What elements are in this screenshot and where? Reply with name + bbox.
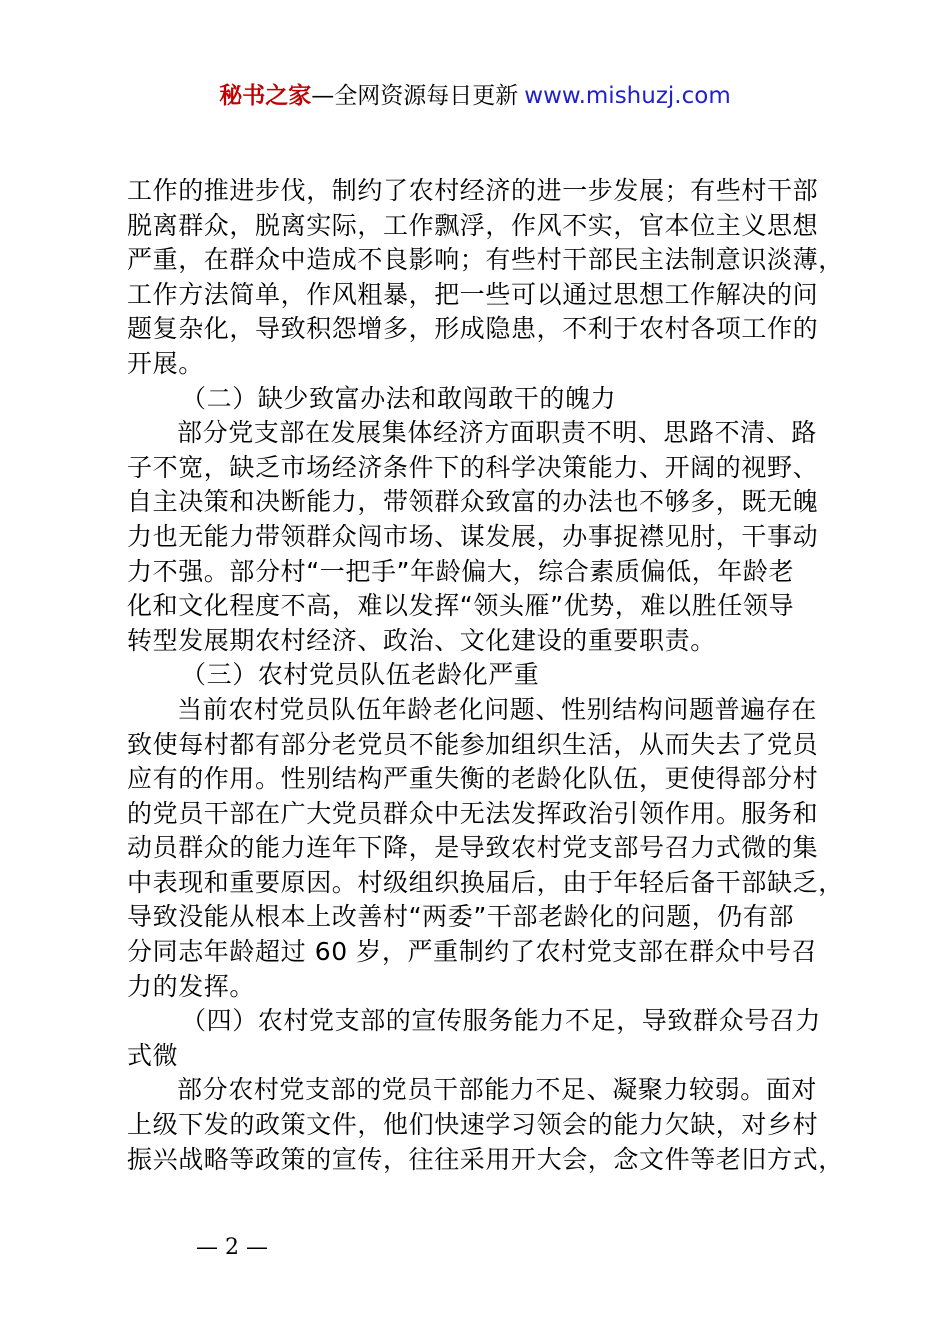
paragraph-line: 振兴战略等政策的宣传，往往采用开大会，念文件等老旧方式，: [127, 1144, 844, 1174]
paragraph-line: 化和文化程度不高，难以发挥“领头雁”优势，难以胜任领导: [127, 591, 795, 621]
paragraph-line: 严重，在群众中造成不良影响；有些村干部民主法制意识淡薄，: [127, 245, 844, 275]
paragraph-line: 上级下发的政策文件，他们快速学习领会的能力欠缺，对乡村: [127, 1110, 819, 1140]
paragraph-line: 动员群众的能力连年下降，是导致农村党支部号召力式微的集: [127, 833, 819, 863]
paragraph-line: 应有的作用。性别结构严重失衡的老龄化队伍，更使得部分村: [127, 764, 819, 794]
paragraph-line: 力也无能力带领群众闯市场、谋发展，办事捉襟见肘，干事动: [127, 521, 819, 551]
paragraph-line: 部分党支部在发展集体经济方面职责不明、思路不清、路: [177, 418, 818, 448]
paragraph-line: 转型发展期农村经济、政治、文化建设的重要职责。: [127, 625, 716, 655]
paragraph-line: 子不宽，缺乏市场经济条件下的科学决策能力、开阔的视野、: [127, 452, 819, 482]
page-number: — 2 —: [196, 1235, 268, 1260]
section-heading: （三）农村党员队伍老龄化严重: [181, 660, 540, 690]
paragraph-line: 式微: [127, 1040, 179, 1070]
paragraph-line: 力的发挥。: [127, 971, 256, 1001]
site-tagline: —全网资源每日更新: [311, 83, 519, 109]
paragraph-line: 的党员干部在广大党员群众中无法发挥政治引领作用。服务和: [127, 798, 819, 828]
paragraph-line: 脱离群众，脱离实际，工作飘浮，作风不实，官本位主义思想: [127, 210, 819, 240]
paragraph-line: 力不强。部分村“一把手”年龄偏大，综合素质偏低，年龄老: [127, 556, 795, 586]
document-body: [127, 174, 844, 1177]
paragraph-line: 分同志年龄超过 60 岁，严重制约了农村党支部在群众中号召: [127, 937, 818, 967]
section-heading: （二）缺少致富办法和敢闯敢干的魄力: [181, 383, 617, 413]
section-heading: （四）农村党支部的宣传服务能力不足，导致群众号召力: [181, 1006, 822, 1036]
site-header: [0, 80, 950, 112]
paragraph-line: 题复杂化，导致积怨增多，形成隐患，不利于农村各项工作的: [127, 314, 819, 344]
paragraph-line: 中表现和重要原因。村级组织换届后，由于年轻后备干部缺乏，: [127, 867, 844, 897]
paragraph-line: 工作的推进步伐，制约了农村经济的进一步发展；有些村干部: [127, 176, 819, 205]
paragraph-line: 工作方法简单，作风粗暴，把一些可以通过思想工作解决的问: [127, 279, 819, 309]
brand-name: 秘书之家: [219, 83, 312, 109]
site-url[interactable]: www.mishuzj.com: [524, 83, 731, 109]
paragraph-line: 当前农村党员队伍年龄老化问题、性别结构问题普遍存在: [177, 694, 818, 724]
paragraph-line: 开展。: [127, 348, 204, 378]
paragraph-line: 致使每村都有部分老党员不能参加组织生活，从而失去了党员: [127, 729, 819, 759]
paragraph-line: 部分农村党支部的党员干部能力不足、凝聚力较弱。面对: [177, 1075, 818, 1105]
paragraph-line: 导致没能从根本上改善村“两委”干部老龄化的问题，仍有部: [127, 902, 795, 932]
paragraph-line: 自主决策和决断能力，带领群众致富的办法也不够多，既无魄: [127, 487, 819, 517]
